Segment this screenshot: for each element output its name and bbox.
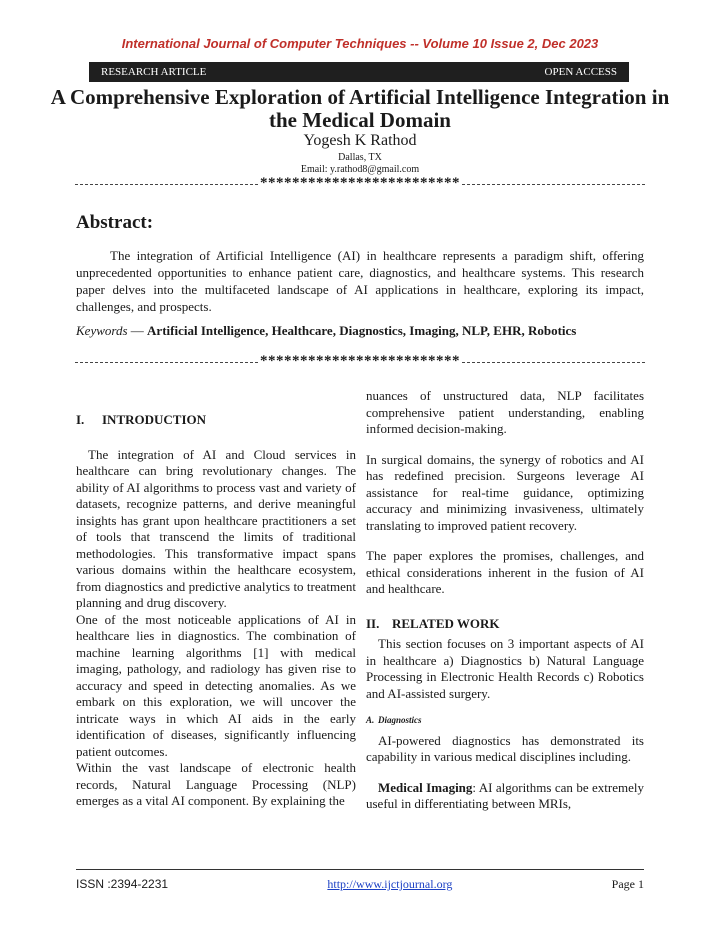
abstract-text: The integration of Artificial Intelligence (AI) in healthcare represents a paradigm shift, offering unprecedented opportunities to enhance patient care, diagnostics, and healthcare systems. This research paper delves into the multifaceted landscape of AI applications in healthcare, exploring its impact, challenges, and prospects. xyxy=(76,248,644,314)
section-heading-introduction xyxy=(76,412,356,429)
paragraph: nuances of unstructured data, NLP facilitates comprehensive patient understanding, enabling informed decision-making. xyxy=(366,388,644,436)
separator-stars: ************************* xyxy=(260,353,460,369)
subsection-number: A. xyxy=(366,715,375,725)
paragraph: The integration of AI and Cloud services in healthcare can bring revolutionary changes. The ability of AI algorithms to process vast and variety of datasets, recognize patterns, and derive meaningful insights has grant upon healthcare practitioners a set of tools that transcend the limits of traditional methodologies. This transformative impact spans various domains within the healthcare ecosystem, from diagnostics and predictive analytics to treatment planning and drug discovery. xyxy=(76,446,356,610)
separator-dash xyxy=(75,184,258,185)
paper-title: A Comprehensive Exploration of Artificial Intelligence Integration in the Medical Domain xyxy=(50,85,670,132)
page-number: Page 1 xyxy=(611,877,644,891)
paragraph-text: : AI algorithms can be extremely useful in differentiating between MRIs, xyxy=(366,779,644,811)
section-number: II. xyxy=(366,615,380,631)
footer xyxy=(76,877,644,892)
right-column xyxy=(366,388,644,813)
section-number: I. xyxy=(76,412,85,427)
journal-url-link[interactable]: http://www.ijctjournal.org xyxy=(327,877,453,891)
separator-dash xyxy=(462,184,645,185)
left-column xyxy=(76,390,356,810)
keywords xyxy=(76,323,644,339)
paragraph: The paper explores the promises, challenges, and ethical considerations inherent in the fusion of AI and healthcare. xyxy=(366,548,644,596)
keywords-label: Keywords xyxy=(76,323,128,338)
separator-dash xyxy=(462,362,645,363)
issn: ISSN :2394-2231 xyxy=(76,877,169,891)
footer-rule xyxy=(76,869,644,870)
journal-header: International Journal of Computer Techniques -- Volume 10 Issue 2, Dec 2023 xyxy=(121,36,599,51)
author-name: Yogesh K Rathod xyxy=(303,132,417,149)
subsection-heading-diagnostics xyxy=(366,712,644,729)
access-label: OPEN ACCESS xyxy=(544,66,617,78)
paragraph: One of the most noticeable applications of AI in healthcare lies in diagnostics. The combination of machine learning algorithms [1] with medical imaging, pathology, and radiology has given rise to accuracy and speed in detecting anomalies. As we embark on this exploration, we will uncover the intricate ways in which AI aids in the early identification of diseases, significantly influencing patient outcomes. xyxy=(76,611,356,759)
section-title: INTRODUCTION xyxy=(102,412,207,427)
medical-imaging-term: Medical Imaging xyxy=(378,779,473,795)
author-affiliation: Dallas, TX xyxy=(338,152,382,163)
author-email: Email: y.rathod8@gmail.com xyxy=(300,164,420,175)
separator-stars: ************************* xyxy=(260,175,460,191)
paragraph: This section focuses on 3 important aspects of AI in healthcare a) Diagnostics b) Natural Language Processing in Electronic Health Records c) Robotics and AI-assisted surgery. xyxy=(366,636,644,701)
section-title: RELATED WORK xyxy=(392,615,500,631)
separator-top xyxy=(75,176,645,190)
paragraph: In surgical domains, the synergy of robotics and AI has redefined precision. Surgeons leverage AI assistance for real-time guidance, optimizing accuracy and minimizing invasiveness, ultimately translating to improved patient recovery. xyxy=(366,451,644,533)
paragraph: Within the vast landscape of electronic health records, Natural Language Processing (NLP) emerges as a vital AI component. By explaining the xyxy=(76,760,356,808)
separator-dash xyxy=(75,362,258,363)
article-type-label: RESEARCH ARTICLE xyxy=(101,66,207,78)
paragraph xyxy=(366,780,644,813)
subsection-title: Diagnostics xyxy=(378,715,422,725)
keywords-dash: — xyxy=(127,323,148,338)
section-heading-related-work xyxy=(366,616,644,633)
abstract-heading: Abstract: xyxy=(76,212,154,233)
paragraph: AI-powered diagnostics has demonstrated its capability in various medical disciplines including. xyxy=(366,732,644,764)
separator-bottom xyxy=(75,354,645,368)
keywords-list: Artificial Intelligence, Healthcare, Diagnostics, Imaging, NLP, EHR, Robotics xyxy=(147,323,577,338)
article-type-bar xyxy=(89,62,629,82)
